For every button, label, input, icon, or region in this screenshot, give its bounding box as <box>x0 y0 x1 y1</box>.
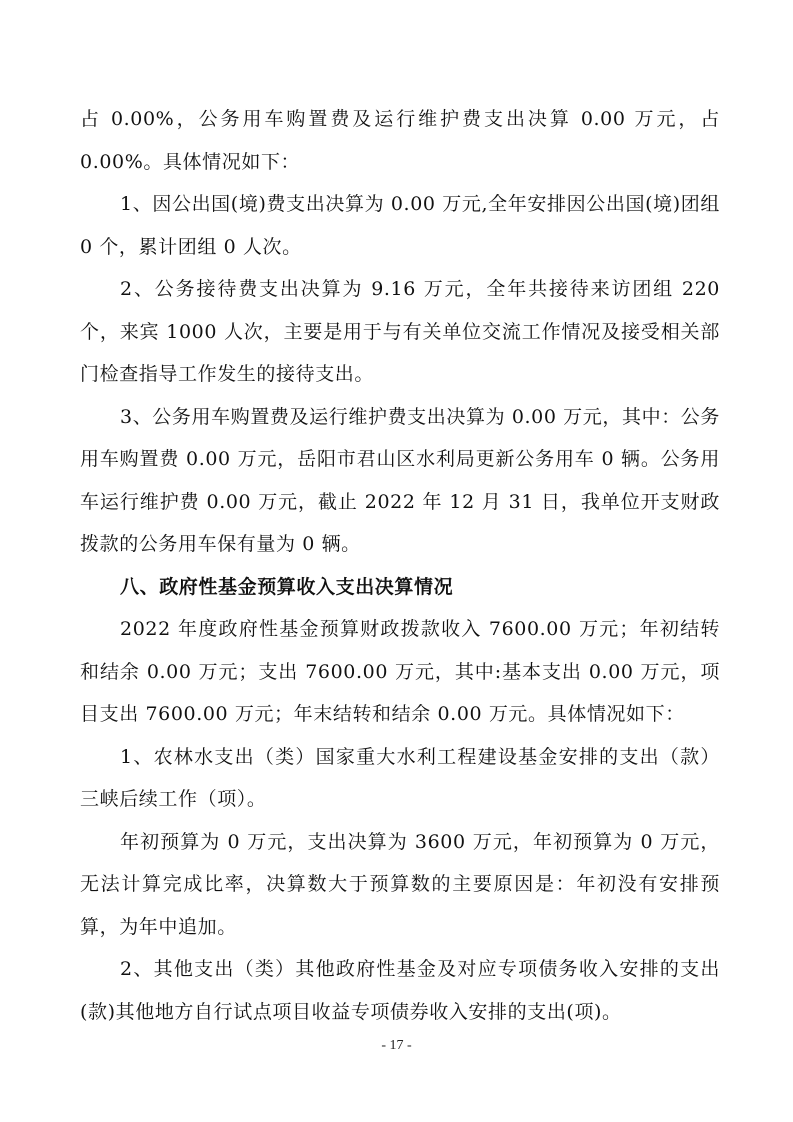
paragraph-reception-expense: 2、公务接待费支出决算为 9.16 万元，全年共接待来访团组 220 个，来宾 1000 人次，主要是用于与有关单位交流工作情况及接受相关部门检查指导工作发生的接待支出。 <box>80 278 720 385</box>
paragraph-agriculture-water: 1、农林水支出（类）国家重大水利工程建设基金安排的支出（款）三峡后续工作（项）。 <box>80 745 720 810</box>
paragraph-budget-explanation: 年初预算为 0 万元，支出决算为 3600 万元，年初预算为 0 万元，无法计算完成比率，决算数大于预算数的主要原因是：年初没有安排预算，为年中追加。 <box>80 830 720 938</box>
paragraph-other-expenditure: 2、其他支出（类）其他政府性基金及对应专项债务收入安排的支出(款)其他地方自行试点项目收益专项债券收入安排的支出(项)。 <box>80 958 720 1023</box>
section-heading-government-fund: 八、政府性基金预算收入支出决算情况 <box>120 575 454 598</box>
paragraph-fund-summary: 2022 年度政府性基金预算财政拨款收入 7600.00 万元；年初结转和结余 0.00 万元；支出 7600.00 万元，其中:基本支出 0.00 万元，项目支出 7600.00 万元；年末结转和结余 0.00 万元。具体情况如下： <box>80 618 720 725</box>
document-body <box>80 98 720 1033</box>
paragraph-overseas-travel: 1、因公出国(境)费支出决算为 0.00 万元,全年安排因公出国(境)团组 0 个，累计团组 0 人次。 <box>80 193 720 258</box>
paragraph-vehicle-expense: 3、公务用车购置费及运行维护费支出决算为 0.00 万元，其中：公务用车购置费 0.00 万元，岳阳市君山区水利局更新公务用车 0 辆。公务用车运行维护费 0.00 万元，截止 2022 年 12 月 31 日，我单位开支财政拨款的公务用车保有量为 0 辆。 <box>80 405 720 555</box>
paragraph-overview-continued: 占 0.00%，公务用车购置费及运行维护费支出决算 0.00 万元，占0.00%。具体情况如下： <box>80 108 720 173</box>
page-number: - 17 - <box>381 1038 412 1053</box>
